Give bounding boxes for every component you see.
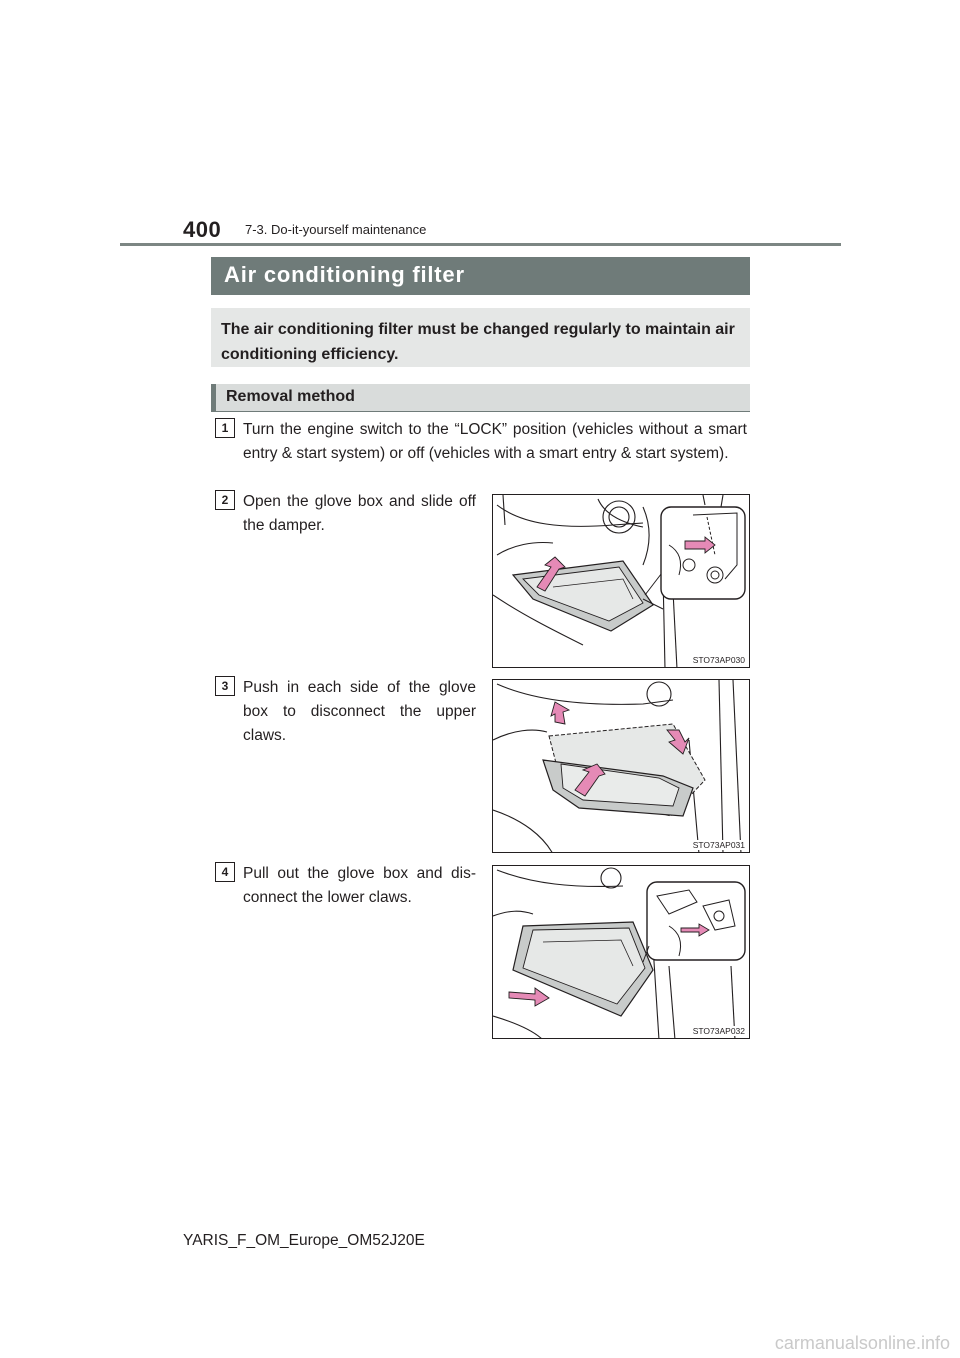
glove-box-claws-illustration	[492, 679, 750, 853]
step-text-2: Open the glove box and slide off the damper.	[243, 493, 476, 534]
section-breadcrumb: 7-3. Do-it-yourself maintenance	[245, 222, 427, 237]
step-text-4: Pull out the glove box and dis-connect the lower claws.	[243, 865, 476, 906]
step-number-3: 3	[215, 676, 235, 696]
section-title: Air conditioning filter	[224, 262, 465, 287]
step-number-1: 1	[215, 418, 235, 438]
step-text-1: Turn the engine switch to the “LOCK” position (vehicles without a smart entry & start system) or off (vehicles with a smart entry & start system).	[243, 421, 747, 462]
intro-box	[211, 308, 750, 367]
section-title-bar	[211, 257, 750, 295]
header-divider	[120, 243, 841, 246]
glove-box-open-illustration	[492, 494, 750, 668]
step-number-4: 4	[215, 862, 235, 882]
subsection-bar	[211, 384, 750, 411]
figure-code: STO73AP030	[690, 655, 745, 665]
step-text-3: Push in each side of the glove box to disconnect the upper claws.	[243, 679, 476, 744]
glove-box-pull-out-illustration	[492, 865, 750, 1039]
intro-text: The air conditioning filter must be changed regularly to maintain air conditioning efficiency.	[221, 321, 735, 363]
figure-code: STO73AP032	[690, 1026, 745, 1036]
figure-code: STO73AP031	[690, 840, 745, 850]
page-number: 400	[183, 217, 222, 242]
step-number-2: 2	[215, 490, 235, 510]
subsection-title: Removal method	[226, 388, 355, 405]
subsection-divider	[211, 411, 750, 412]
footer-doc-id: YARIS_F_OM_Europe_OM52J20E	[183, 1232, 425, 1249]
watermark: carmanualsonline.info	[774, 1333, 950, 1353]
